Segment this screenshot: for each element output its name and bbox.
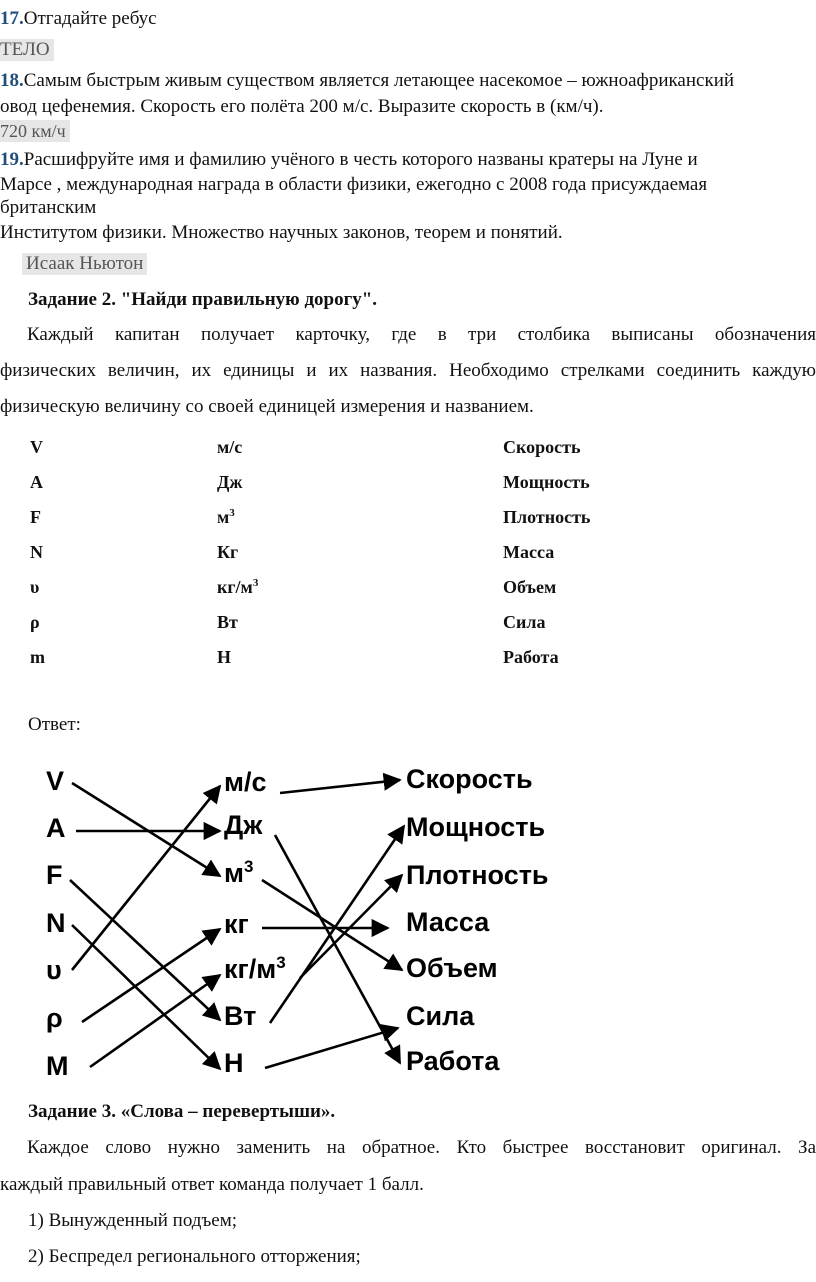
diagram-symbol: A: [46, 813, 66, 843]
task-2-paragraph-line: Каждый капитан получает карточку, где в три столбика выписаны обозначения: [27, 324, 816, 345]
answer-17: ТЕЛО: [0, 39, 54, 61]
diagram-symbol: ρ: [46, 1003, 63, 1033]
diagram-name: Сила: [406, 1001, 475, 1031]
diagram-name: Скорость: [406, 764, 533, 794]
question-text-line: Марсе , международная награда в области физики, ежегодно с 2008 года присуждаемая: [0, 174, 708, 195]
question-number: 19.: [0, 149, 24, 170]
answer-label: Ответ:: [28, 714, 81, 735]
task-3-title: Задание 3. «Слова – перевертыши».: [28, 1101, 336, 1122]
table-unit: $м^3$: [217, 507, 235, 527]
table-symbol: V: [30, 437, 43, 457]
task-3-item: 1) Вынужденный подъем;: [28, 1210, 238, 1231]
table-name: Масса: [503, 542, 555, 562]
answer-19: Исаак Ньютон: [22, 253, 147, 275]
table-symbol: N: [30, 542, 43, 562]
table-unit: Кг: [217, 542, 239, 562]
question-text-line: овод цефенемия. Скорость его полёта 200 м/с. Выразите скорость в (км/ч).: [0, 96, 604, 117]
task-3-paragraph-line: Каждое слово нужно заменить на обратное. Кто быстрее восстановит оригинал. За: [27, 1137, 816, 1158]
diagram-unit: Дж: [224, 810, 263, 840]
table-symbol: m: [30, 647, 45, 667]
table-symbol: υ: [30, 577, 40, 597]
diagram-name: Мощность: [406, 812, 546, 842]
task-2-title: Задание 2. "Найди правильную дорогу".: [28, 289, 378, 310]
connector-arrow: [280, 780, 400, 793]
question-text: Отгадайте ребус: [23, 8, 157, 29]
diagram-unit: кг: [224, 909, 249, 939]
table-name: Объем: [503, 577, 557, 597]
question-text-line: Институтом физики. Множество научных законов, теорем и понятий.: [0, 222, 563, 243]
connector-arrow: [82, 929, 220, 1022]
connector-arrow: [90, 975, 220, 1067]
task-2-paragraph-line: физических величин, их единицы и их названия. Необходимо стрелками соединить каждую: [0, 360, 816, 381]
diagram-name: Масса: [406, 907, 490, 937]
diagram-unit: Н: [224, 1048, 244, 1078]
connector-arrow: [265, 1028, 398, 1068]
table-symbol: F: [30, 507, 41, 527]
diagram-name: Объем: [406, 953, 498, 983]
diagram-symbol: υ: [46, 955, 62, 985]
connector-arrow: [275, 835, 400, 1063]
connector-arrow: [270, 826, 404, 1023]
connector-arrow: [72, 925, 220, 1069]
task-3-paragraph-line: каждый правильный ответ команда получает 1 балл.: [0, 1174, 424, 1195]
table-unit: $кг/м^3$: [217, 577, 259, 597]
diagram-unit: $кг/м^3$: [224, 953, 286, 984]
question-number: 18.: [0, 70, 24, 91]
table-name: Сила: [503, 612, 546, 632]
diagram-symbol: N: [46, 908, 66, 938]
diagram-unit: м/с: [224, 767, 267, 797]
task-2-paragraph-line: физическую величину со своей единицей измерения и названием.: [0, 396, 534, 417]
connector-arrow: [300, 875, 402, 978]
diagram-symbol: M: [46, 1051, 69, 1081]
table-name: Работа: [503, 647, 559, 667]
table-symbol: A: [30, 472, 43, 492]
table-symbol: ρ: [30, 612, 40, 632]
table-name: Скорость: [503, 437, 581, 457]
table-unit: Вт: [217, 612, 238, 632]
table-name: Мощность: [503, 472, 590, 492]
connector-arrow: [72, 783, 220, 876]
task-3-item: 2) Беспредел регионального отторжения;: [28, 1246, 361, 1267]
table-unit: Н: [217, 647, 232, 667]
connector-arrow: [70, 880, 220, 1020]
question-text-line: Расшифруйте имя и фамилию учёного в честь которого названы кратеры на Луне и: [23, 149, 698, 170]
diagram-symbol: V: [46, 766, 65, 796]
question-text-line: Самым быстрым живым существом является летающее насекомое – южноафриканский: [23, 70, 735, 91]
connector-arrow: [262, 880, 402, 970]
diagram-unit: Вт: [224, 1001, 257, 1031]
question-text-line: британским: [0, 197, 97, 218]
diagram-unit: $м^3$: [224, 857, 254, 888]
table-name: Плотность: [503, 507, 591, 527]
diagram-name: Плотность: [406, 860, 549, 890]
table-unit: Дж: [217, 472, 243, 492]
answer-18: 720 км/ч: [0, 120, 70, 142]
table-unit: м/с: [217, 437, 243, 457]
diagram-symbol: F: [46, 860, 63, 890]
diagram-name: Работа: [406, 1046, 500, 1076]
question-number: 17.: [0, 8, 24, 29]
